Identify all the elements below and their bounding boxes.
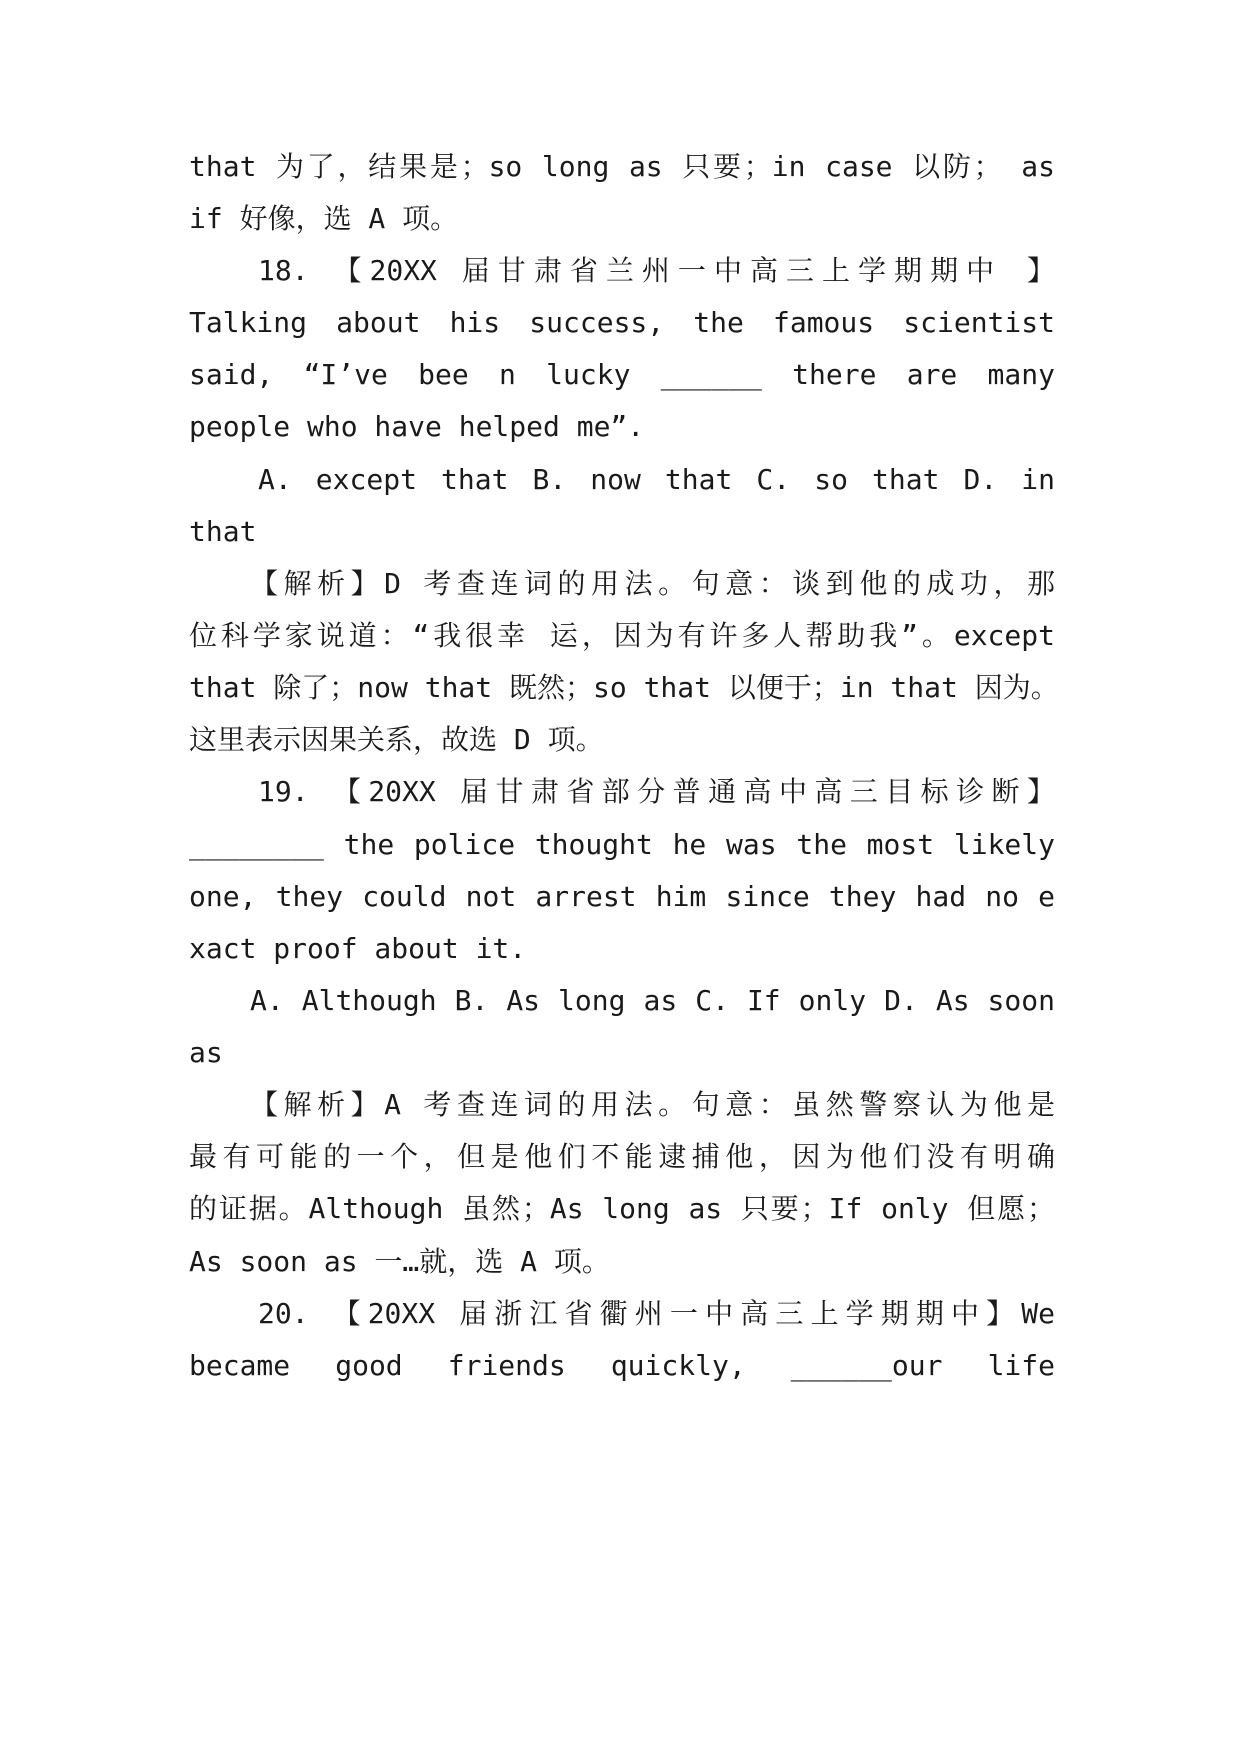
q20-heading: 20. 【20XX 届浙江省衢州一中高三上学期期中】We: [258, 1297, 1055, 1330]
q19-options-line-2: as: [189, 1036, 223, 1069]
q19-stem-line-3: xact proof about it.: [189, 932, 527, 965]
q18-options-line-1: A. except that B. now that C. so that D. in: [258, 463, 1055, 496]
q18-stem-line-2: said, “I’ve bee n lucky ______ there are many: [189, 358, 1055, 391]
q18-stem-line-3: people who have helped me”.: [189, 410, 645, 443]
q18-explanation-line-2: 位科学家说道：“我很幸 运，因为有许多人帮助我”。except: [189, 619, 1055, 652]
q19-explanation-line-2: 最有可能的一个，但是他们不能逮捕他，因为他们没有明确: [189, 1140, 1055, 1173]
q19-stem-line-1: ________ the police thought he was the most likely: [189, 828, 1055, 861]
q18-explanation-line-4: 这里表示因果关系，故选 D 项。: [189, 723, 604, 756]
q17-explanation-line-2: if 好像，选 A 项。: [189, 202, 459, 235]
q17-explanation-line-1: that 为了，结果是；so long as 只要；in case 以防； as: [189, 150, 1055, 183]
q18-options-line-2: that: [189, 515, 257, 548]
q18-explanation-line-1: 【解析】D 考查连词的用法。句意：谈到他的成功，那: [250, 567, 1055, 600]
q18-stem-line-1: Talking about his success, the famous scientist: [189, 306, 1055, 339]
q18-explanation-line-3: that 除了；now that 既然；so that 以便于；in that 因为。: [189, 671, 1059, 704]
q19-heading: 19. 【20XX 届甘肃省部分普通高中高三目标诊断】: [258, 775, 1055, 808]
q19-explanation-line-4: As soon as 一…就，选 A 项。: [189, 1245, 610, 1278]
q19-options-line-1: A. Although B. As long as C. If only D. As soon: [250, 984, 1055, 1017]
q19-stem-line-2: one, they could not arrest him since they had no e: [189, 880, 1055, 913]
q18-heading: 18. 【20XX 届甘肃省兰州一中高三上学期期中 】: [258, 254, 1055, 287]
q19-explanation-line-1: 【解析】A 考查连词的用法。句意：虽然警察认为他是: [250, 1088, 1055, 1121]
q19-explanation-line-3: 的证据。Although 虽然；As long as 只要；If only 但愿；: [189, 1192, 1055, 1225]
q20-stem-line-1: became good friends quickly, ______our life: [189, 1349, 1055, 1382]
